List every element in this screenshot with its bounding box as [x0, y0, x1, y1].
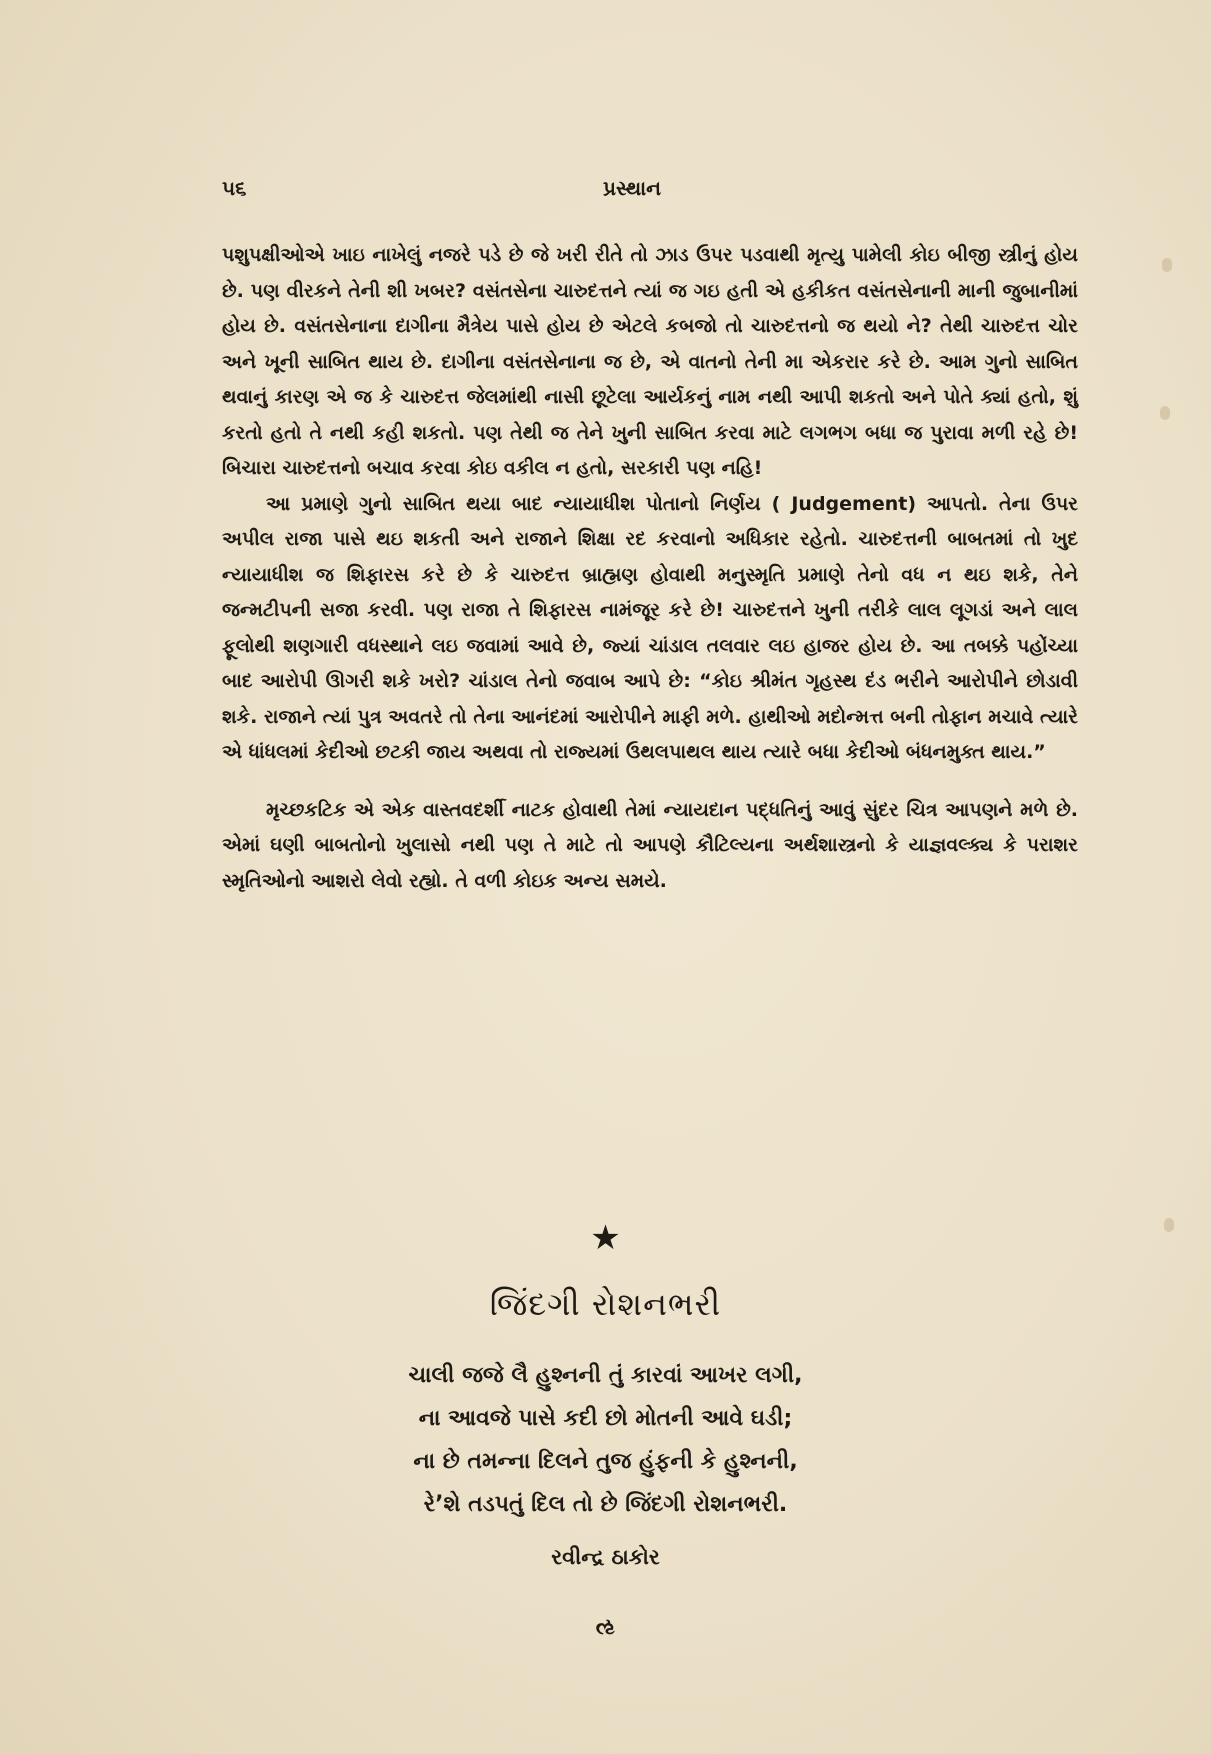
paper-blemish [1162, 258, 1172, 272]
page-number: ૫૬ [222, 176, 247, 200]
poem-title: જિંદગી રોશનભરી [489, 1285, 722, 1323]
end-mark: ઌ [595, 1615, 616, 1640]
paper-blemish [1164, 1218, 1174, 1232]
poem-line: ના છે તમન્ના દિલને તુજ હુંફની કે હુશ્નની, [413, 1449, 798, 1474]
poem-line: ના આવજે પાસે કદી છો મોતની આવે ઘડી; [418, 1406, 793, 1431]
paragraph-judgement: આ પ્રમાણે ગુનો સાબિત થયા બાદ ન્યાયાધીશ પોતાનો નિર્ણય ( Judgement) આપતો. તેના ઉપર અપીલ રાજા પાસે થઇ શકતી અને રાજાને શિક્ષા રદ કરવાનો અધિકાર રહેતો. ચારુદત્તની બાબતમાં તો ખુદ ન્યાયાધીશ જ શિફારસ કરે છે કે ચારુદત્ત બ્રાહ્મણ હોવાથી મનુસ્મૃતિ પ્રમાણે તેનો વધ ન થઇ શકે, તેને જન્મટીપની સજા કરવી. પણ રાજા તે શિફારસ નામંજૂર કરે છે! ચારુદત્તને ખુની તરીકે લાલ લૂગડાં અને લાલ ફૂલોથી શણગારી વધસ્થાને લઇ જવામાં આવે છે, જ્યાં ચાંડાલ તલવાર લઇ હાજર હોય છે. આ તબક્કે પહોંચ્યા બાદ આરોપી ઊગરી શકે ખરો? ચાંડાલ તેનો જવાબ આપે છે: “કોઇ શ્રીમંત ગૃહસ્થ દંડ ભરીને આરોપીને છોડાવી શકે. રાજાને ત્યાં પુત્ર અવતરે તો તેના આનંદમાં આરોપીને માફી મળે. હાથીઓ મદોન્મત્ત બની તોફાન મચાવે ત્યારે એ ધાંધલમાં કેદીઓ છટકી જાય અથવા તો રાજ્યમાં ઉથલપાથલ થાય ત્યારે બધા કેદીઓ બંધનમુક્ત થાય.” [222, 492, 1078, 763]
poem-line: ચાલી જજે લૈ હુશ્નની તું કારવાં આખર લગી, [408, 1363, 803, 1388]
star-divider-icon: ★ [590, 1218, 621, 1258]
page-header [222, 176, 1042, 210]
poem-line: રે’શે તડપતું દિલ તો છે જિંદગી રોશનભરી. [423, 1492, 788, 1517]
poem [0, 1354, 1211, 1526]
paragraph-conclusion: મૃચ્છકટિક એ એક વાસ્તવદર્શી નાટક હોવાથી તેમાં ન્યાયદાન પદ્ધતિનું આવું સુંદર ચિત્ર આપણને મળે છે. એમાં ઘણી બાબતોનો ખુલાસો નથી પણ તે માટે તો આપણે કૌટિલ્યના અર્થશાસ્ત્રનો કે યાજ્ઞવલ્ક્ય કે પરાશર સ્મૃતિઓનો આશરો લેવો રહ્યો. તે વળી કોઇક અન્ય સમયે. [222, 798, 1078, 892]
running-title: પ્રસ્થાન [602, 176, 662, 200]
paragraph-continuation: પશુપક્ષીઓએ ખાઇ નાખેલું નજરે પડે છે જે ખરી રીતે તો ઝાડ ઉપર પડવાથી મૃત્યુ પામેલી કોઇ બીજી સ્ત્રીનું હોય છે. પણ વીરકને તેની શી ખબર? વસંતસેના ચારુદત્તને ત્યાં જ ગઇ હતી એ હકીકત વસંતસેનાની માની જુબાનીમાં હોય છે. વસંતસેનાના દાગીના મૈત્રેય પાસે હોય છે એટલે કબજો તો ચારુદત્તનો જ થયો ને? તેથી ચારુદત્ત ચોર અને ખૂની સાબિત થાય છે. દાગીના વસંતસેનાના જ છે, એ વાતનો તેની મા એકરાર કરે છે. આમ ગુનો સાબિત થવાનું કારણ એ જ કે ચારુદત્ત જેલમાંથી નાસી છૂટેલા આર્યકનું નામ નથી આપી શકતો અને પોતે ક્યાં હતો, શું કરતો હતો તે નથી કહી શકતો. પણ તેથી જ તેને ખુની સાબિત કરવા માટે લગભગ બધા જ પુરાવા મળી રહે છે! બિચારા ચારુદત્તનો બચાવ કરવા કોઇ વકીલ ન હતો, સરકારી પણ નહિ! [222, 244, 1078, 479]
poem-author: રવીન્દ્ર ઠાકોર [551, 1545, 660, 1569]
article-body [222, 238, 1078, 899]
paper-blemish [1160, 406, 1170, 420]
